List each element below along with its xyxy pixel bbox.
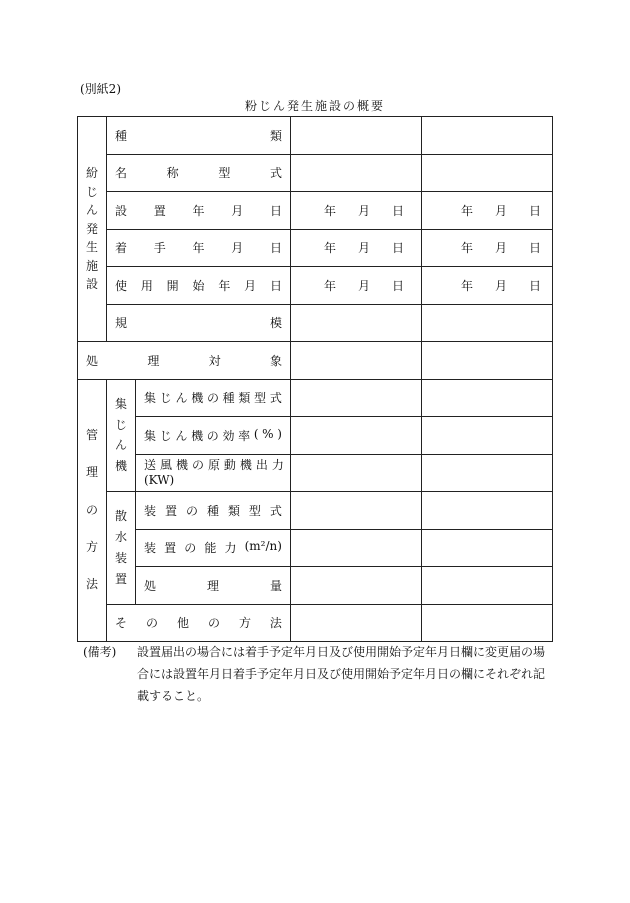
label-text: 管 理 の 方 法 — [85, 428, 98, 592]
label-text: 規 模 — [115, 316, 282, 331]
label-text: 使 用 開 始 年 月 日 — [115, 278, 282, 293]
label-text: そ の 他 の 方 法 — [115, 616, 282, 631]
row-label-sprinkler-capacity — [136, 529, 291, 567]
cell-other-methods-1[interactable] — [291, 604, 422, 642]
year-unit: 年 — [323, 203, 336, 218]
cell-processing-2[interactable] — [422, 342, 553, 380]
month-unit: 月 — [357, 203, 370, 218]
cell-fan-output-1[interactable] — [291, 454, 422, 492]
row-label-type — [107, 117, 291, 155]
label-text: 設 置 年 月 日 — [115, 203, 282, 218]
form-title: 粉じん発生施設の概要 — [244, 99, 385, 113]
month-unit: 月 — [357, 241, 370, 256]
cell-scale-1[interactable] — [291, 304, 422, 342]
label-text: 集 じ ん 機 の 効 率 ( % ) — [144, 426, 282, 443]
label-text: 種 類 — [115, 128, 282, 143]
notes — [83, 641, 553, 707]
label-text: 集 じ ん 機 の 種 類 型 式 — [144, 391, 282, 406]
notes-label: (備考) — [83, 645, 117, 659]
month-unit: 月 — [494, 203, 507, 218]
cell-use-start-date-2[interactable] — [422, 267, 553, 305]
cell-type-2[interactable] — [422, 117, 553, 155]
label-text: 散 水 装 置 — [114, 508, 127, 586]
day-unit: 日 — [391, 278, 404, 293]
label-text: 名 称 型 式 — [115, 166, 282, 181]
cell-processing-1[interactable] — [291, 342, 422, 380]
label-text: 紛 じ ん 発 生 施 設 — [85, 165, 98, 292]
row-label-name-model — [107, 154, 291, 192]
cell-collector-efficiency-2[interactable] — [422, 417, 553, 455]
day-unit: 日 — [528, 278, 541, 293]
row-label-other-methods — [107, 604, 291, 642]
year-unit: 年 — [323, 278, 336, 293]
label-text: 装 置 の 能 力 (m²/n) — [144, 539, 282, 556]
label-text: 処 理 対 象 — [86, 353, 282, 368]
label-text: 着 手 年 月 日 — [115, 241, 282, 256]
sheet-label: (別紙2) — [80, 82, 121, 96]
fan-output-unit: (KW) — [144, 472, 175, 487]
row-label-use-start-date — [107, 267, 291, 305]
year-unit: 年 — [460, 278, 473, 293]
cell-type-1[interactable] — [291, 117, 422, 155]
month-unit: 月 — [494, 278, 507, 293]
cell-install-date-2[interactable] — [422, 192, 553, 230]
row-label-sprinkler-type — [136, 492, 291, 530]
row-label-sprinkler-volume — [136, 567, 291, 605]
row-label-start-date — [107, 229, 291, 267]
day-unit: 日 — [528, 203, 541, 218]
month-unit: 月 — [494, 241, 507, 256]
cell-collector-type-1[interactable] — [291, 379, 422, 417]
notes-text: 設置届出の場合には着手予定年月日及び使用開始予定年月日欄に変更届の場合には設置年月日着手予定年月日及び使用開始予定年月日の欄にそれぞれ記載すること。 — [137, 645, 546, 703]
cell-install-date-1[interactable] — [291, 192, 422, 230]
day-unit: 日 — [391, 241, 404, 256]
cell-other-methods-2[interactable] — [422, 604, 553, 642]
label-text: 集 じ ん 機 — [114, 397, 127, 473]
cell-fan-output-2[interactable] — [422, 454, 553, 492]
row-label-install-date — [107, 192, 291, 230]
month-unit: 月 — [357, 278, 370, 293]
section-facility — [78, 117, 107, 342]
section-collector — [107, 379, 136, 492]
year-unit: 年 — [323, 241, 336, 256]
cell-use-start-date-1[interactable] — [291, 267, 422, 305]
row-label-collector-type — [136, 379, 291, 417]
cell-collector-type-2[interactable] — [422, 379, 553, 417]
cell-name-model-1[interactable] — [291, 154, 422, 192]
day-unit: 日 — [528, 241, 541, 256]
cell-sprinkler-volume-2[interactable] — [422, 567, 553, 605]
cell-scale-2[interactable] — [422, 304, 553, 342]
cell-sprinkler-capacity-1[interactable] — [291, 529, 422, 567]
row-label-processing — [78, 342, 291, 380]
facility-overview-table — [77, 116, 553, 642]
row-label-fan-output — [136, 454, 291, 492]
row-label-collector-efficiency — [136, 417, 291, 455]
label-text: 装 置 の 種 類 型 式 — [144, 503, 282, 518]
cell-sprinkler-type-1[interactable] — [291, 492, 422, 530]
cell-sprinkler-type-2[interactable] — [422, 492, 553, 530]
cell-collector-efficiency-1[interactable] — [291, 417, 422, 455]
cell-sprinkler-volume-1[interactable] — [291, 567, 422, 605]
year-unit: 年 — [460, 203, 473, 218]
day-unit: 日 — [391, 203, 404, 218]
year-unit: 年 — [460, 241, 473, 256]
cell-name-model-2[interactable] — [422, 154, 553, 192]
cell-start-date-2[interactable] — [422, 229, 553, 267]
section-sprinkler — [107, 492, 136, 605]
label-text: 送 風 機 の 原 動 機 出 力 — [144, 458, 284, 473]
label-text: 処 理 量 — [144, 578, 282, 593]
row-label-scale — [107, 304, 291, 342]
section-management — [78, 379, 107, 642]
cell-sprinkler-capacity-2[interactable] — [422, 529, 553, 567]
cell-start-date-1[interactable] — [291, 229, 422, 267]
